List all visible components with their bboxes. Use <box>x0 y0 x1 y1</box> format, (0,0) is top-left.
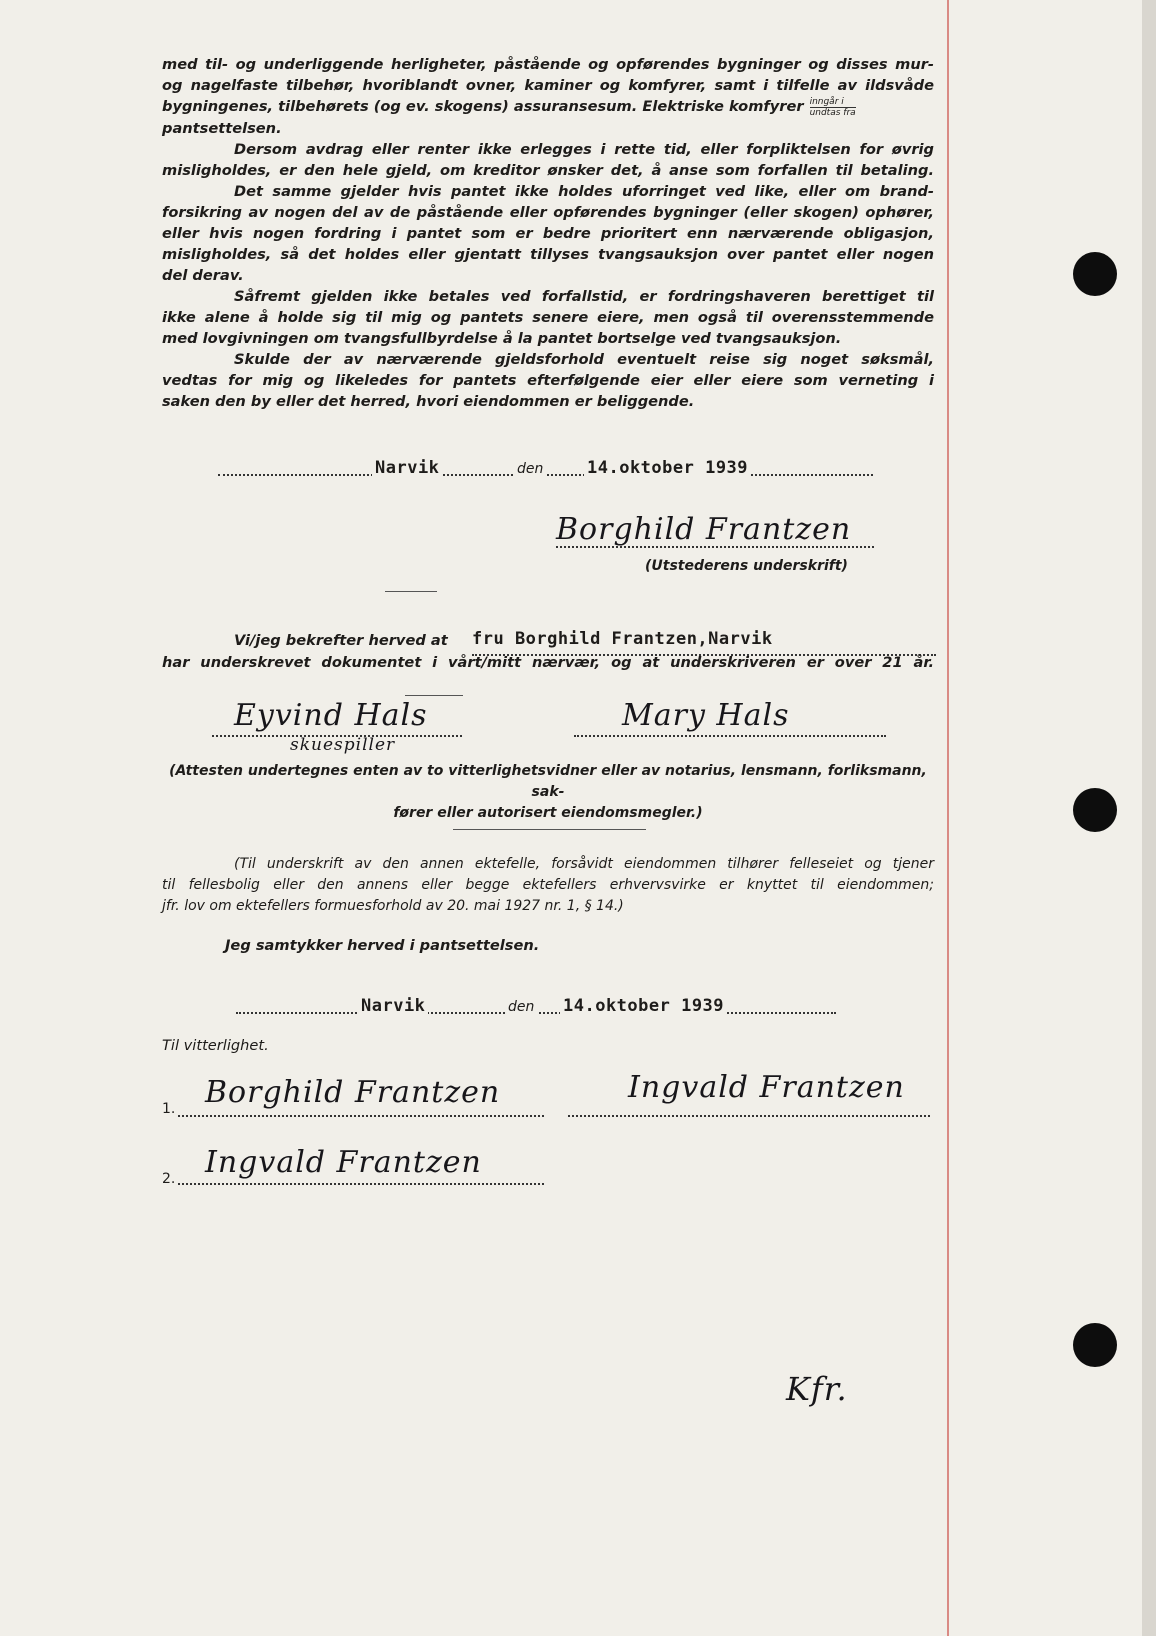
date-field: 14.oktober 1939 <box>584 458 751 478</box>
punch-hole-icon <box>1073 1323 1117 1367</box>
date-field: 14.oktober 1939 <box>560 996 727 1016</box>
attest-note-line: fører eller autorisert eiendomsmegler.) <box>393 805 703 821</box>
spouse-signature: Ingvald Frantzen <box>628 1070 905 1105</box>
body-line: Såfremt gjelden ikke betales ved forfallstid, er fordringshaveren berettiget til <box>234 287 934 305</box>
body-line <box>162 96 934 118</box>
issuer-signature: Borghild Frantzen <box>556 512 852 547</box>
witness-heading: Til vitterlighet. <box>162 1037 269 1054</box>
attest-note <box>162 761 934 824</box>
spouse-note <box>162 854 934 917</box>
body-line-text: bygningenes, tilbehørets (og ev. skogens) assuransesum. Elektriske komfyrer <box>162 98 804 115</box>
body-line: vedtas for mig og likeledes for pantets efterfølgende eier eller eiere som verneting i <box>162 371 934 389</box>
witness-right-signature: Mary Hals <box>622 698 790 733</box>
confirm-line2: har underskrevet dokumentet i vårt/mitt nærvær, og at underskriveren er over 21 år. <box>162 654 934 671</box>
confirm-lead: Vi/jeg bekrefter herved at <box>234 632 448 649</box>
witness-1-signature: Borghild Frantzen <box>205 1075 501 1110</box>
separator-rule <box>385 591 437 592</box>
punch-hole-icon <box>1073 788 1117 832</box>
witness-number: 2. <box>162 1171 176 1187</box>
fraction-bottom: undtas fra <box>809 107 856 118</box>
witness-2-signature: Ingvald Frantzen <box>205 1145 482 1180</box>
confirm-name: fru Borghild Frantzen,Narvik <box>472 629 773 649</box>
consent-text: Jeg samtykker herved i pantsettelsen. <box>225 937 540 954</box>
punch-hole-icon <box>1073 252 1117 296</box>
spouse-signature-dots <box>568 1115 930 1117</box>
place-field: Narvik <box>358 996 428 1016</box>
witness-left-signature: Eyvind Hals <box>234 698 428 733</box>
body-line: Det samme gjelder hvis pantet ikke holdes uforringet ved like, eller om brand- <box>234 182 934 200</box>
separator-rule <box>405 695 463 696</box>
issuer-caption: (Utstederens underskrift) <box>645 558 848 574</box>
attest-note-line: (Attesten undertegnes enten av to vitterlighetsvidner eller av notarius, lensmann, forliksmann, sak- <box>169 763 927 800</box>
den-label: den <box>505 999 537 1015</box>
body-line: Skulde der av nærværende gjeldsforhold eventuelt reise sig noget søksmål, <box>234 350 934 368</box>
body-line: saken den by eller det herred, hvori eiendommen er beliggende. <box>162 392 695 410</box>
body-line: med til- og underliggende herligheter, påstående og opførendes bygninger og disses mur- <box>162 56 934 73</box>
body-line: eller hvis nogen fordring i pantet som er bedre prioritert enn nærværende obligasjon, <box>162 224 934 242</box>
body-line: Dersom avdrag eller renter ikke erlegges i rette tid, eller forpliktelsen for øvrig <box>234 140 934 158</box>
initials-mark: Kfr. <box>786 1370 848 1408</box>
witness-left-subtitle: skuespiller <box>290 735 396 755</box>
den-label: den <box>514 461 546 477</box>
separator-rule <box>453 829 646 830</box>
body-line: misligholdes, så det holdes eller gjentatt tillyses tvangsauksjon over pantet eller nogen <box>162 245 934 263</box>
body-line: ikke alene å holde sig til mig og pantets senere eiere, men også til overensstemmende <box>162 308 934 326</box>
spouse-note-line: jfr. lov om ektefellers formuesforhold av 20. mai 1927 nr. 1, § 14.) <box>162 898 624 914</box>
witness-2-dots <box>178 1183 544 1185</box>
komfyr-fraction <box>810 97 856 118</box>
place-field: Narvik <box>372 458 442 478</box>
witness-1-dots <box>178 1115 544 1117</box>
witness-right-dots <box>574 735 886 737</box>
fraction-top: inngår i <box>810 97 856 108</box>
body-line: og nagelfaste tilbehør, hvoriblandt ovner, kaminer og komfyrer, samt i tilfelle av ildsvåde <box>162 77 934 94</box>
spouse-note-line: (Til underskrift av den annen ektefelle, forsåvidt eiendommen tilhører felleseiet og tjener <box>234 856 934 872</box>
spouse-note-line: til fellesbolig eller den annens eller begge ektefellers erhvervsvirke er knyttet til eiendommen; <box>162 877 934 893</box>
mortgage-terms-text <box>162 54 934 412</box>
body-line: del derav. <box>162 266 244 284</box>
body-line: pantsettelsen. <box>162 119 282 137</box>
body-line: forsikring av nogen del av de påstående eller opførendes bygninger (eller skogen) ophører, <box>162 203 934 221</box>
witness-number: 1. <box>162 1101 176 1117</box>
body-line: misligholdes, er den hele gjeld, om kreditor ønsker det, å anse som forfallen til betaling. <box>162 161 934 179</box>
body-line: med lovgivningen om tvangsfullbyrdelse å la pantet bortselge ved tvangsauksjon. <box>162 329 842 347</box>
margin-rule <box>947 0 949 1636</box>
